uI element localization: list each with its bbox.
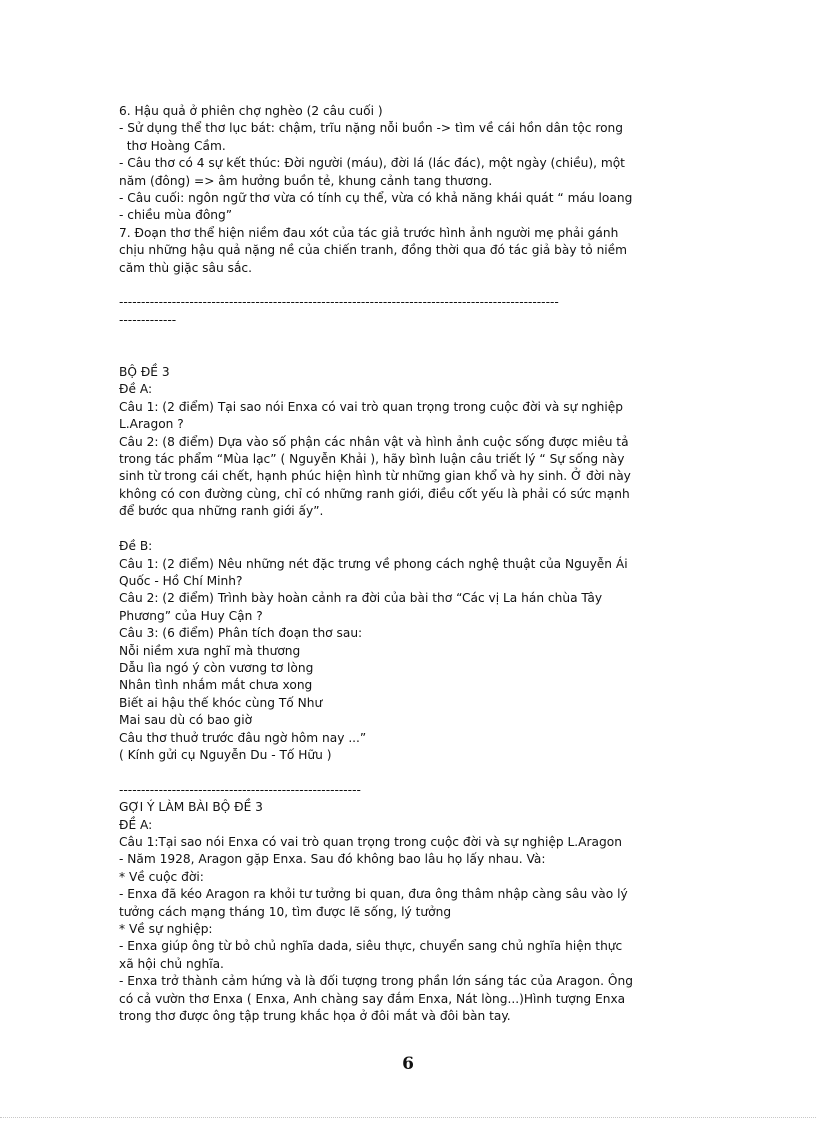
text-line: Biết ai hậu thế khóc cùng Tố Như: [119, 695, 323, 710]
text-line: - Sử dụng thể thơ lục bát: chậm, trĩu nặng nỗi buồn -> tìm về cái hồn dân tộc rong: [119, 121, 623, 136]
text-line: Câu 3: (6 điểm) Phân tích đoạn thơ sau:: [119, 626, 363, 641]
text-line: sinh từ trong cái chết, hạnh phúc hiện hình từ những gian khổ và hy sinh. Ở đời này: [119, 469, 631, 484]
text-line: trong thơ được ông tập trung khắc họa ở đôi mắt và đôi bàn tay.: [119, 1009, 511, 1024]
text-line: Phương” của Huy Cận ?: [119, 608, 263, 623]
text-line: Đề B:: [119, 539, 153, 554]
text-line: Mai sau dù có bao giờ: [119, 713, 253, 728]
text-line: chịu những hậu quả nặng nề của chiến tranh, đồng thời qua đó tác giả bày tỏ niềm: [119, 243, 628, 258]
text-line: - Câu cuối: ngôn ngữ thơ vừa có tính cụ thể, vừa có khả năng khái quát “ máu loang: [119, 191, 633, 206]
text-line: 6. Hậu quả ở phiên chợ nghèo (2 câu cuối ): [119, 104, 383, 118]
text-line: -------------------------------------------------------: [119, 782, 361, 797]
text-line: ( Kính gửi cụ Nguyễn Du - Tố Hữu ): [119, 747, 332, 762]
text-line: [119, 764, 704, 781]
text-line: để bước qua những ranh giới ấy”.: [119, 504, 324, 519]
text-line: - Enxa đã kéo Aragon ra khỏi tư tưởng bi quan, đưa ông thâm nhập càng sâu vào lý: [119, 887, 628, 902]
text-line: Câu 2: (2 điểm) Trình bày hoàn cảnh ra đời của bài thơ “Các vị La hán chùa Tây: [119, 591, 603, 606]
text-line: Nhân tình nhắm mắt chưa xong: [119, 678, 313, 693]
text-line: Câu 1:Tại sao nói Enxa có vai trò quan trọng trong cuộc đời và sự nghiệp L.Aragon: [119, 834, 622, 849]
text-line: ----------------------------------------------------------------------------------------------------: [119, 295, 559, 310]
text-line: trong tác phẩm “Mùa lạc” ( Nguyễn Khải ), hãy bình luận câu triết lý “ Sự sống này: [119, 452, 625, 467]
text-line: Câu 1: (2 điểm) Nêu những nét đặc trưng về phong cách nghệ thuật của Nguyễn Ái: [119, 556, 628, 571]
text-line: Dẫu lìa ngó ý còn vương tơ lòng: [119, 660, 314, 675]
text-line: [119, 329, 704, 346]
text-line: Quốc - Hồ Chí Minh?: [119, 573, 243, 588]
text-line: -------------: [119, 312, 177, 327]
page-bottom-border: [0, 1117, 816, 1118]
text-line: [119, 521, 704, 538]
text-line: Câu 1: (2 điểm) Tại sao nói Enxa có vai trò quan trọng trong cuộc đời và sự nghiệp: [119, 399, 624, 414]
text-line: BỘ ĐỀ 3: [119, 365, 170, 380]
page-number: 6: [402, 1054, 414, 1074]
text-line: không có con đường cùng, chỉ có những ranh giới, điều cốt yếu là phải có sức mạnh: [119, 486, 630, 501]
text-line: - chiều mùa đông”: [119, 208, 233, 223]
text-line: - Năm 1928, Aragon gặp Enxa. Sau đó không bao lâu họ lấy nhau. Và:: [119, 852, 546, 867]
text-line: GỢI Ý LÀM BÀI BỘ ĐỀ 3: [119, 800, 263, 815]
text-line: - Enxa giúp ông từ bỏ chủ nghĩa dada, siêu thực, chuyển sang chủ nghĩa hiện thực: [119, 939, 623, 954]
text-line: L.Aragon ?: [119, 417, 184, 432]
text-line: - Câu thơ có 4 sự kết thúc: Đời người (máu), đời lá (lác đác), một ngày (chiều), một: [119, 156, 625, 171]
text-line: * Về sự nghiệp:: [119, 922, 213, 937]
text-line: [119, 277, 704, 294]
text-line: Đề A:: [119, 382, 153, 397]
text-line: tưởng cách mạng tháng 10, tìm được lẽ sống, lý tưởng: [119, 904, 452, 919]
text-line: năm (đông) => âm hưởng buồn tẻ, khung cảnh tang thương.: [119, 173, 493, 188]
text-line: căm thù giặc sâu sắc.: [119, 260, 252, 275]
text-line: 7. Đoạn thơ thể hiện niềm đau xót của tác giả trước hình ảnh người mẹ phải gánh: [119, 225, 619, 240]
text-line: có cả vườn thơ Enxa ( Enxa, Anh chàng say đắm Enxa, Nát lòng...)Hình tượng Enxa: [119, 991, 626, 1006]
text-line: Nỗi niềm xưa nghĩ mà thương: [119, 643, 301, 658]
text-line: - Enxa trở thành cảm hứng và là đối tượng trong phần lớn sáng tác của Aragon. Ông: [119, 974, 633, 989]
text-line: * Về cuộc đời:: [119, 869, 204, 884]
text-line: [119, 347, 704, 364]
text-line: xã hội chủ nghĩa.: [119, 956, 224, 971]
text-line: Câu thơ thuở trước đâu ngờ hôm nay ...”: [119, 730, 367, 745]
text-line: thơ Hoàng Cầm.: [119, 138, 226, 153]
text-line: ĐỀ A:: [119, 817, 153, 832]
text-line: Câu 2: (8 điểm) Dựa vào số phận các nhân vật và hình ảnh cuộc sống được miêu tả: [119, 434, 629, 449]
document-body: [119, 103, 704, 1025]
